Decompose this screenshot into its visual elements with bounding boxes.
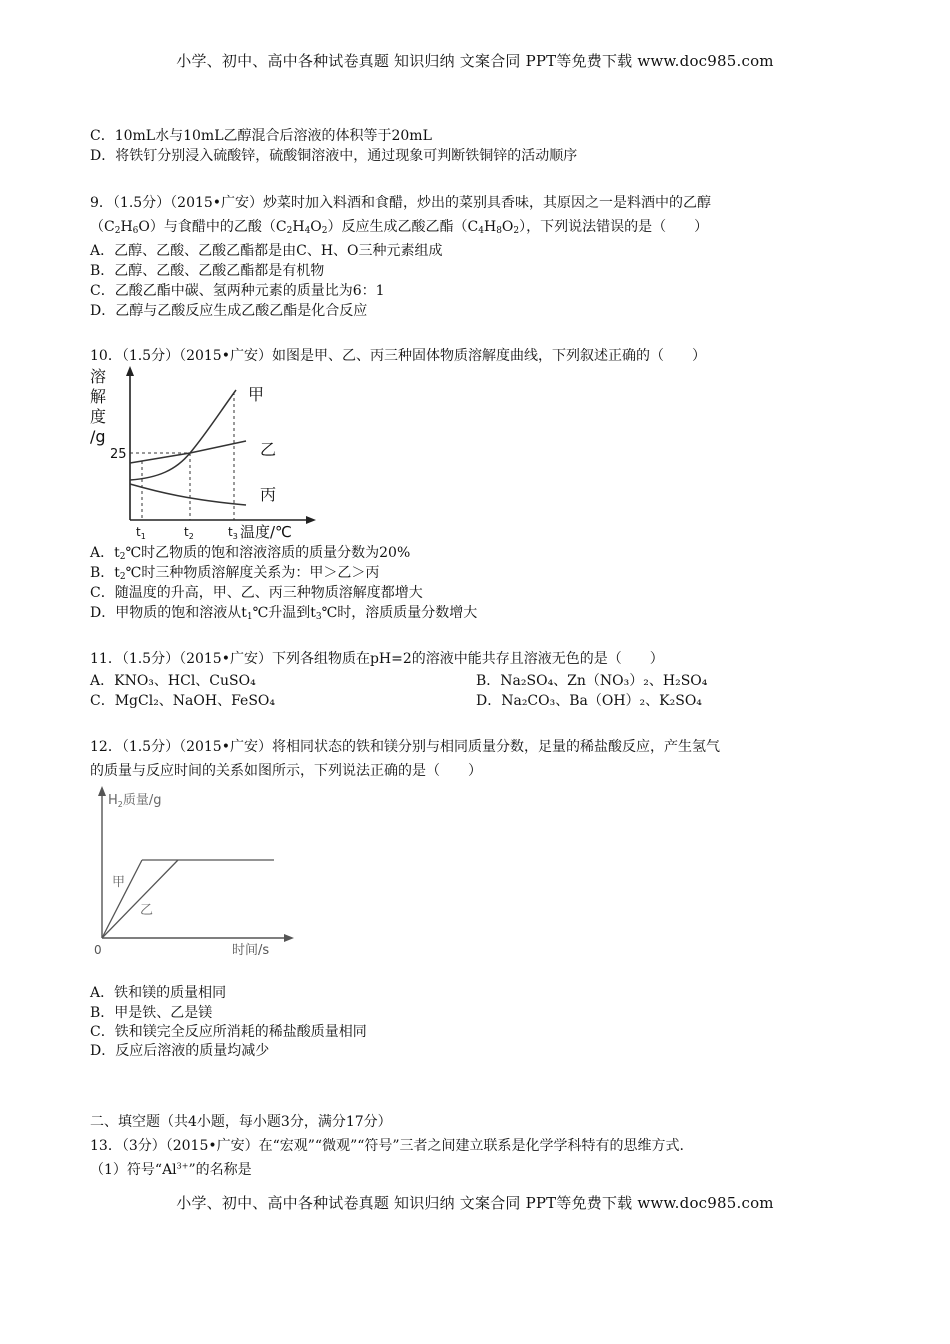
- q12-option-c: C．铁和镁完全反应所消耗的稀盐酸质量相同: [90, 1024, 367, 1040]
- q13-sub1: （1）符号“$Al^{3+}$”的名称是: [90, 1161, 252, 1178]
- q11-option-b: B．Na₂SO₄、Zn（NO₃）₂、H₂SO₄: [476, 673, 708, 689]
- chart1-xtick-t3: $t_3$: [228, 525, 238, 541]
- q11-option-c: C．MgCl₂、NaOH、FeSO₄: [90, 693, 276, 709]
- q8-option-c: C．10mL水与10mL乙醇混合后溶液的体积等于20mL: [90, 128, 432, 144]
- q10-option-a: A．$t_2℃$时乙物质的饱和溶液溶质的质量分数为20%: [90, 545, 411, 562]
- chart1-ytick-25: 25: [110, 447, 127, 462]
- page-header: 小学、初中、高中各种试卷真题 知识归纳 文案合同 PPT等免费下载 www.doc985.com: [176, 52, 774, 70]
- q9-option-b: B．乙醇、乙酸、乙酸乙酯都是有机物: [90, 263, 325, 279]
- chart1-xtick-t1: $t_1$: [136, 525, 146, 541]
- q9-stem-formulas: $(C_2H_6O)$与食醋中的乙酸$(C_2H_4O_2)$反应生成乙酸乙酯$(C_4H_8O_2)$，下列说法错误的是（ ）: [90, 219, 709, 236]
- chart1-x-arrow: [306, 516, 316, 524]
- chart1-ylabel-1: 溶: [90, 367, 107, 386]
- chart2-label-jia: 甲: [112, 875, 126, 890]
- q10-option-c: C．随温度的升高，甲、乙、丙三种物质溶解度都增大: [90, 585, 423, 601]
- q9-option-a: A．乙醇、乙酸、乙酸乙酯都是由C、H、O三种元素组成: [90, 243, 443, 259]
- curve-yi: [130, 441, 246, 463]
- q10-stem: 10．（1.5分）（2015•广安）如图是甲、乙、丙三种固体物质溶解度曲线，下列叙述正确的（ ）: [90, 348, 706, 364]
- q8-option-d: D．将铁钉分别浸入硫酸锌，硫酸铜溶液中，通过现象可判断铁铜锌的活动顺序: [90, 148, 578, 164]
- hydrogen-chart: [88, 782, 298, 962]
- q9-option-d: D．乙醇与乙酸反应生成乙酸乙酯是化合反应: [90, 303, 368, 319]
- line-jia-rise: [102, 860, 142, 938]
- q10-option-d: D．甲物质的饱和溶液从$t_1℃$升温到$t_3℃$时，溶质质量分数增大: [90, 605, 478, 622]
- page-footer: 小学、初中、高中各种试卷真题 知识归纳 文案合同 PPT等免费下载 www.doc985.com: [176, 1194, 774, 1212]
- q11-stem: 11．（1.5分）（2015•广安）下列各组物质在pH=2的溶液中能共存且溶液无色的是（ ）: [90, 651, 664, 667]
- chart1-ylabel-3: 度: [90, 407, 107, 426]
- curve-jia: [130, 390, 236, 480]
- q9-stem: 9．（1.5分）（2015•广安）炒菜时加入料酒和食醋，炒出的菜别具香味，其原因之一是料酒中的乙醇: [90, 195, 712, 211]
- q12-option-d: D．反应后溶液的质量均减少: [90, 1043, 270, 1059]
- solubility-chart: [88, 362, 328, 542]
- chart1-ylabel-2: 解: [90, 387, 107, 406]
- q12-stem-line2: 的质量与反应时间的关系如图所示，下列说法正确的是（ ）: [90, 763, 482, 779]
- chart1-ylabel-4: /g: [90, 427, 106, 446]
- chart1-y-arrow: [126, 366, 134, 376]
- q11-option-d: D．Na₂CO₃、Ba（OH）₂、K₂SO₄: [476, 693, 702, 709]
- chart1-xlabel: 温度/℃: [240, 523, 292, 541]
- q11-option-a: A．KNO₃、HCl、CuSO₄: [90, 673, 256, 689]
- chart1-xtick-t2: $t_2$: [184, 525, 194, 541]
- chart2-ylabel: $H_2$质量/g: [108, 793, 162, 809]
- q9-option-c: C．乙酸乙酯中碳、氢两种元素的质量比为6：1: [90, 283, 385, 299]
- q12-option-a: A．铁和镁的质量相同: [90, 985, 227, 1001]
- chart2-xlabel: 时间/s: [232, 943, 270, 958]
- chart1-label-yi: 乙: [260, 440, 277, 459]
- curve-bing: [130, 484, 246, 505]
- chart2-origin: 0: [94, 943, 102, 957]
- chart2-label-yi: 乙: [140, 903, 154, 918]
- q12-stem-line1: 12．（1.5分）（2015•广安）将相同状态的铁和镁分别与相同质量分数，足量的稀盐酸反应，产生氢气: [90, 739, 720, 755]
- q10-option-b: B．$t_2℃$时三种物质溶解度关系为：甲＞乙＞丙: [90, 565, 380, 582]
- chart1-label-jia: 甲: [248, 385, 265, 404]
- chart2-x-arrow: [284, 934, 294, 942]
- q12-option-b: B．甲是铁、乙是镁: [90, 1005, 213, 1021]
- chart2-y-arrow: [98, 786, 106, 796]
- line-yi-rise: [102, 860, 178, 938]
- q13-stem: 13．（3分）（2015•广安）在“宏观”“微观”“符号”三者之间建立联系是化学学科特有的思维方式.: [90, 1138, 684, 1154]
- chart1-label-bing: 丙: [260, 485, 277, 504]
- section2-title: 二、填空题（共4小题，每小题3分，满分17分）: [90, 1114, 392, 1130]
